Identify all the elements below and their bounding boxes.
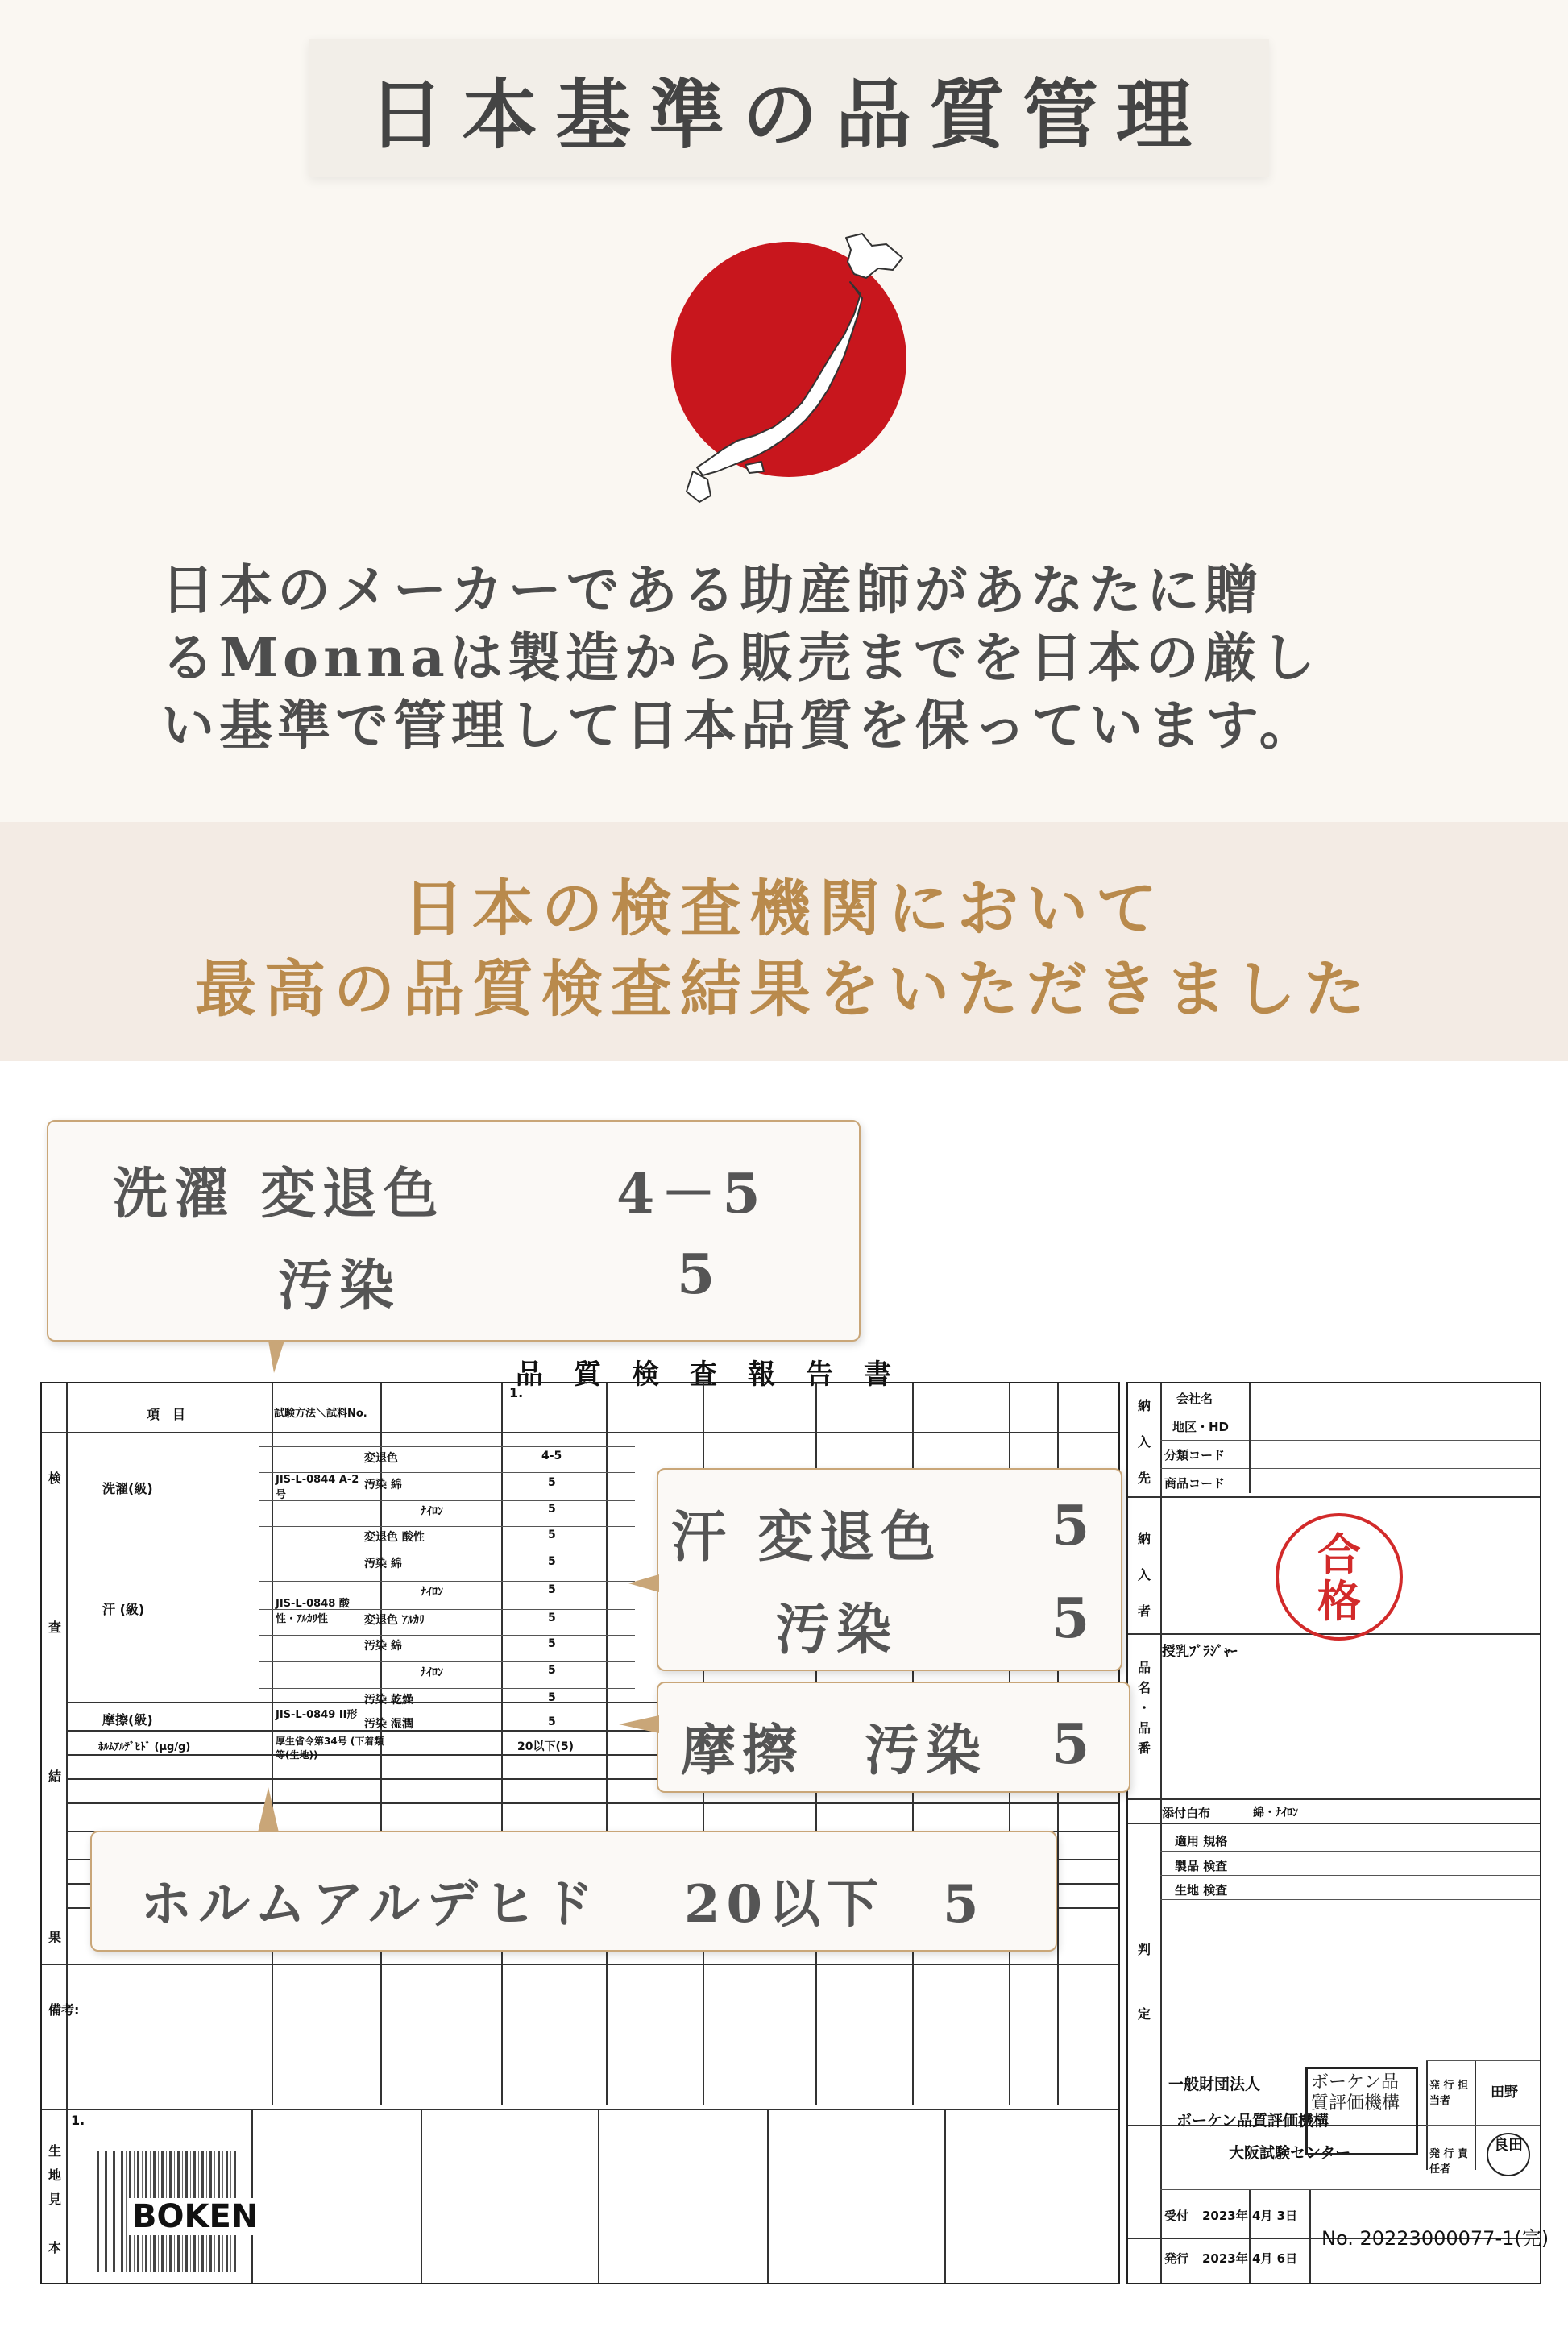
row-value: 5: [548, 1503, 556, 1516]
header-item: 項 目: [147, 1407, 186, 1422]
row-sub: 汚染 綿: [364, 1640, 402, 1653]
callout-wash-row2-left: 汚染: [278, 1254, 401, 1318]
row-rub-item: 摩擦(級): [102, 1712, 153, 1728]
row-value: 20以下(5): [517, 1740, 575, 1753]
in-charge-name: 田野: [1491, 2084, 1518, 2101]
callout-sweat-row2-left: 汚染: [775, 1598, 898, 1662]
callout-rub-left: 摩擦 汚染: [681, 1719, 988, 1783]
callout-rub-pointer: [619, 1712, 659, 1736]
side-label: 納: [1138, 1398, 1151, 1413]
callout-rub-right: 5: [1052, 1712, 1097, 1777]
result-headline-band: [0, 822, 1568, 1061]
report-title: 品質検査報告書: [516, 1359, 922, 1391]
remarks-label: 備考:: [48, 2002, 80, 2018]
callout-sweat-row2-right: 5: [1052, 1587, 1097, 1651]
judgement-row: 適用 規格: [1175, 1834, 1228, 1848]
side-label: 入: [1138, 1567, 1151, 1583]
row-sub: ﾅｲﾛﾝ: [421, 1586, 443, 1599]
material-no: 1.: [71, 2113, 85, 2128]
judgement-row: 製品 検査: [1175, 1859, 1228, 1873]
row-sweat-method: JIS-L-0848 酸性・ｱﾙｶﾘ性: [276, 1598, 350, 1625]
left-label: 果: [48, 1930, 62, 1945]
row-value: 5: [548, 1715, 556, 1728]
intro-text: [161, 556, 1450, 759]
callout-sweat-row1-right: 5: [1052, 1494, 1097, 1558]
received-label: 受付: [1164, 2209, 1189, 2223]
side-label: 品: [1138, 1660, 1151, 1675]
side-label: 番: [1138, 1740, 1151, 1756]
title-banner: [309, 39, 1269, 177]
left-label: 検: [48, 1471, 62, 1486]
callout-sweat: [657, 1468, 1122, 1671]
issued-label: 発行: [1164, 2251, 1189, 2266]
intro-line: 日本のメーカーである助産師があなたに贈: [161, 558, 1263, 621]
side-label: 納: [1138, 1531, 1151, 1546]
material-label: 地: [48, 2167, 62, 2183]
headline-line-2: 最高の品質検査結果をいただきました: [195, 953, 1373, 1025]
boken-label: BOKEN: [129, 2198, 261, 2235]
row-value: 5: [548, 1612, 556, 1624]
row-sub: 汚染 湿潤: [364, 1718, 413, 1731]
intro-line: い基準で管理して日本品質を保っています。: [161, 694, 1317, 757]
stamp-char: 合: [1317, 1529, 1361, 1580]
row-sub: 変退色 酸性: [364, 1531, 425, 1544]
judgement-row: 生地 検査: [1175, 1883, 1228, 1898]
callout-wash-row1-right: 4－5: [616, 1162, 767, 1226]
japan-map-icon: [661, 230, 919, 504]
issued-date: 2023年 4月 6日: [1202, 2251, 1298, 2266]
side-label: 判: [1138, 1942, 1151, 1957]
callout-wash-row1-left: 洗濯 変退色: [113, 1162, 445, 1226]
row-sub: 変退色: [364, 1452, 398, 1465]
org-line: 大阪試験センター: [1229, 2144, 1351, 2162]
row-value: 5: [548, 1637, 556, 1650]
row-formaldehyde-method: 厚生省令第34号 (下着類等(生地)): [276, 1736, 384, 1761]
side-label: 入: [1138, 1434, 1151, 1450]
document-number: No. 20223000077-1(完): [1321, 2227, 1549, 2250]
left-label: 結: [48, 1769, 62, 1784]
side-field: 会社名: [1176, 1392, 1213, 1406]
callout-formaldehyde-pointer: [256, 1787, 280, 1832]
callout-formaldehyde-right: 20以下 5: [684, 1874, 985, 1935]
row-rub-method: JIS-L-0849 II形: [276, 1709, 358, 1721]
in-charge-label: 発 行 担当者: [1429, 2080, 1469, 2107]
callout-wash-pointer: [264, 1341, 288, 1373]
callout-rub: [657, 1682, 1130, 1793]
side-label: 定: [1138, 2006, 1151, 2022]
row-value: 5: [548, 1529, 556, 1541]
material-label: 見: [48, 2192, 62, 2207]
callout-wash-row2-right: 5: [677, 1242, 722, 1307]
material-label: 本: [48, 2240, 62, 2255]
side-field: 分類コード: [1164, 1448, 1226, 1462]
top-section: [0, 0, 1568, 822]
row-value: 5: [548, 1664, 556, 1677]
callout-formaldehyde: [90, 1831, 1057, 1952]
row-sub: 変退色 ｱﾙｶﾘ: [364, 1614, 425, 1627]
row-sub: ﾅｲﾛﾝ: [421, 1505, 443, 1518]
side-label: 品: [1138, 1720, 1151, 1736]
row-value: 5: [548, 1691, 556, 1704]
organization-seal: [1305, 2067, 1418, 2155]
callout-sweat-pointer: [628, 1571, 659, 1595]
pass-stamp: [1276, 1513, 1403, 1641]
row-sweat-item: 汗 (級): [102, 1602, 145, 1617]
row-value: 5: [548, 1583, 556, 1596]
page-title: 日本基準の品質管理: [367, 70, 1209, 160]
received-date: 2023年 4月 3日: [1202, 2209, 1298, 2223]
material-label: 生: [48, 2143, 62, 2159]
stamp-char: 格: [1317, 1575, 1361, 1627]
attached-label: 添付白布: [1162, 1806, 1211, 1820]
responsible-label: 発 行 責任者: [1429, 2148, 1469, 2176]
row-value: 5: [548, 1476, 556, 1489]
row-sub: 汚染 綿: [364, 1558, 402, 1570]
row-formaldehyde-item: ﾎﾙﾑｱﾙﾃﾞﾋﾄﾞ (μg/g): [98, 1741, 191, 1753]
product-name: 授乳ﾌﾞﾗｼﾞｬｰ: [1162, 1644, 1238, 1660]
header-method: 試験方法＼試料No.: [274, 1408, 367, 1420]
left-label: 査: [48, 1620, 62, 1635]
org-line: 一般財団法人: [1168, 2076, 1261, 2093]
row-wash-method: JIS-L-0844 A-2号: [276, 1474, 359, 1501]
callout-wash: [47, 1120, 861, 1342]
header-sample-no: 1.: [509, 1385, 524, 1400]
row-wash-item: 洗濯(級): [102, 1481, 153, 1496]
side-label: 先: [1138, 1471, 1151, 1486]
org-line: ボーケン品質評価機構: [1176, 2112, 1329, 2130]
callout-sweat-row1-left: 汗 変退色: [671, 1505, 942, 1570]
side-label: 者: [1138, 1603, 1151, 1619]
intro-line: るMonnaは製造から販売までを日本の厳し: [161, 626, 1320, 689]
responsible-seal: 良田: [1487, 2133, 1530, 2176]
callout-formaldehyde-left: ホルムアルデヒド: [140, 1874, 600, 1935]
seal-text: ボーケン品質評価機構: [1311, 2072, 1400, 2113]
row-value: 4-5: [541, 1450, 562, 1462]
side-field: 商品コード: [1164, 1476, 1226, 1491]
attached-value: 綿・ﾅｲﾛﾝ: [1253, 1807, 1298, 1819]
row-sub: 汚染 乾燥: [364, 1694, 413, 1707]
headline-line-1: 日本の検査機関において: [403, 873, 1165, 944]
row-sub: 汚染 綿: [364, 1479, 402, 1491]
row-value: 5: [548, 1555, 556, 1568]
side-label: ・: [1138, 1700, 1151, 1715]
side-label: 名: [1138, 1680, 1151, 1695]
row-sub: ﾅｲﾛﾝ: [421, 1666, 443, 1679]
side-field: 地区・HD: [1172, 1420, 1230, 1434]
